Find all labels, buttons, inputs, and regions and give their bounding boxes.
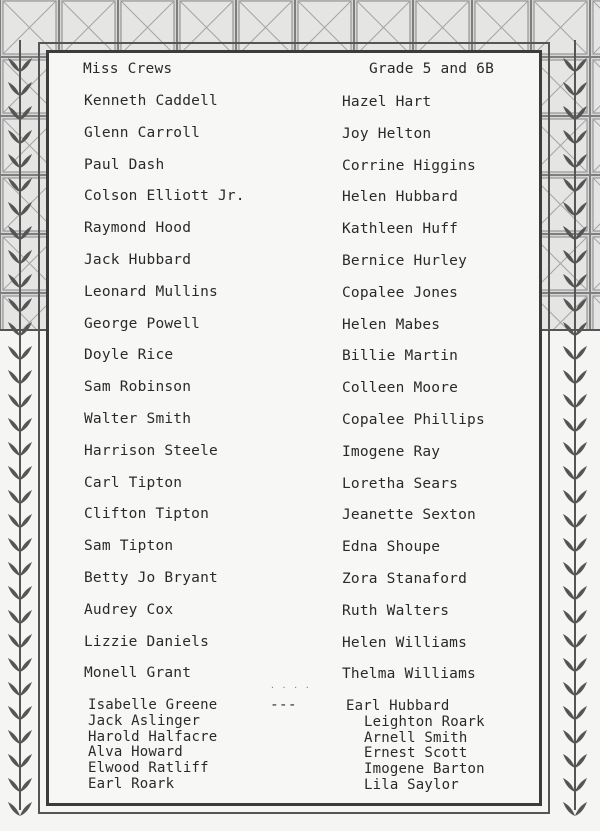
student-name: Monell Grant (84, 665, 192, 682)
student-name: Edna Shoupe (342, 539, 441, 556)
student-name: Betty Jo Bryant (84, 570, 218, 586)
student-name: Jack Aslinger (88, 712, 201, 729)
student-name: Helen Williams (342, 634, 468, 651)
student-name: Leonard Mullins (84, 283, 218, 300)
student-name: Lila Saylor (364, 777, 459, 793)
student-name: Glenn Carroll (84, 124, 201, 141)
grade-label: Grade 5 and 6B (369, 61, 495, 77)
student-name: Elwood Ratliff (88, 760, 209, 777)
student-name: Doyle Rice (84, 347, 174, 364)
student-name: Audrey Cox (84, 601, 174, 618)
student-name: Walter Smith (84, 411, 192, 427)
student-name: Loretha Sears (342, 475, 459, 492)
student-name: Jack Hubbard (84, 252, 192, 268)
student-name: Carl Tipton (84, 474, 183, 491)
student-name: Copalee Jones (342, 284, 459, 301)
student-name: Arnell Smith (364, 729, 468, 746)
student-name: Helen Hubbard (342, 189, 459, 206)
student-name: Isabelle Greene (88, 697, 218, 713)
student-name: Clifton Tipton (84, 506, 210, 523)
student-name: Billie Martin (342, 348, 459, 365)
student-name: Thelma Williams (342, 666, 476, 683)
separator-dash: --- (270, 697, 297, 713)
student-name: Colleen Moore (342, 380, 459, 397)
student-name: Lizzie Daniels (84, 633, 210, 650)
student-name: George Powell (84, 315, 201, 332)
student-name: Harrison Steele (84, 442, 218, 459)
student-name: Bernice Hurley (342, 253, 468, 269)
student-name: Kenneth Caddell (84, 93, 218, 109)
student-name: Hazel Hart (342, 94, 432, 110)
student-name: Sam Robinson (84, 379, 192, 396)
student-name: Imogene Ray (342, 443, 441, 460)
student-name: Kathleen Huff (342, 221, 459, 238)
student-name: Zora Stanaford (342, 571, 468, 587)
student-name: Raymond Hood (84, 220, 192, 237)
student-name: Alva Howard (88, 744, 183, 761)
student-name: Harold Halfacre (88, 728, 218, 745)
student-name: Colson Elliott Jr. (84, 188, 245, 205)
student-name: Paul Dash (84, 156, 165, 173)
student-name: Copalee Phillips (342, 412, 485, 428)
student-name: Helen Mabes (342, 316, 441, 333)
teacher-name: Miss Crews (83, 61, 173, 77)
student-name: Earl Hubbard (346, 698, 450, 714)
student-name: Ruth Walters (342, 602, 450, 619)
student-name: Imogene Barton (364, 761, 485, 778)
separator-dots: . . . . (270, 681, 311, 690)
student-name: Corrine Higgins (342, 157, 476, 174)
student-name: Jeanette Sexton (342, 507, 476, 524)
student-name: Ernest Scott (364, 745, 468, 762)
student-name: Sam Tipton (84, 538, 174, 555)
student-name: Leighton Roark (364, 713, 485, 730)
student-name: Earl Roark (88, 776, 175, 792)
student-name: Joy Helton (342, 125, 432, 142)
